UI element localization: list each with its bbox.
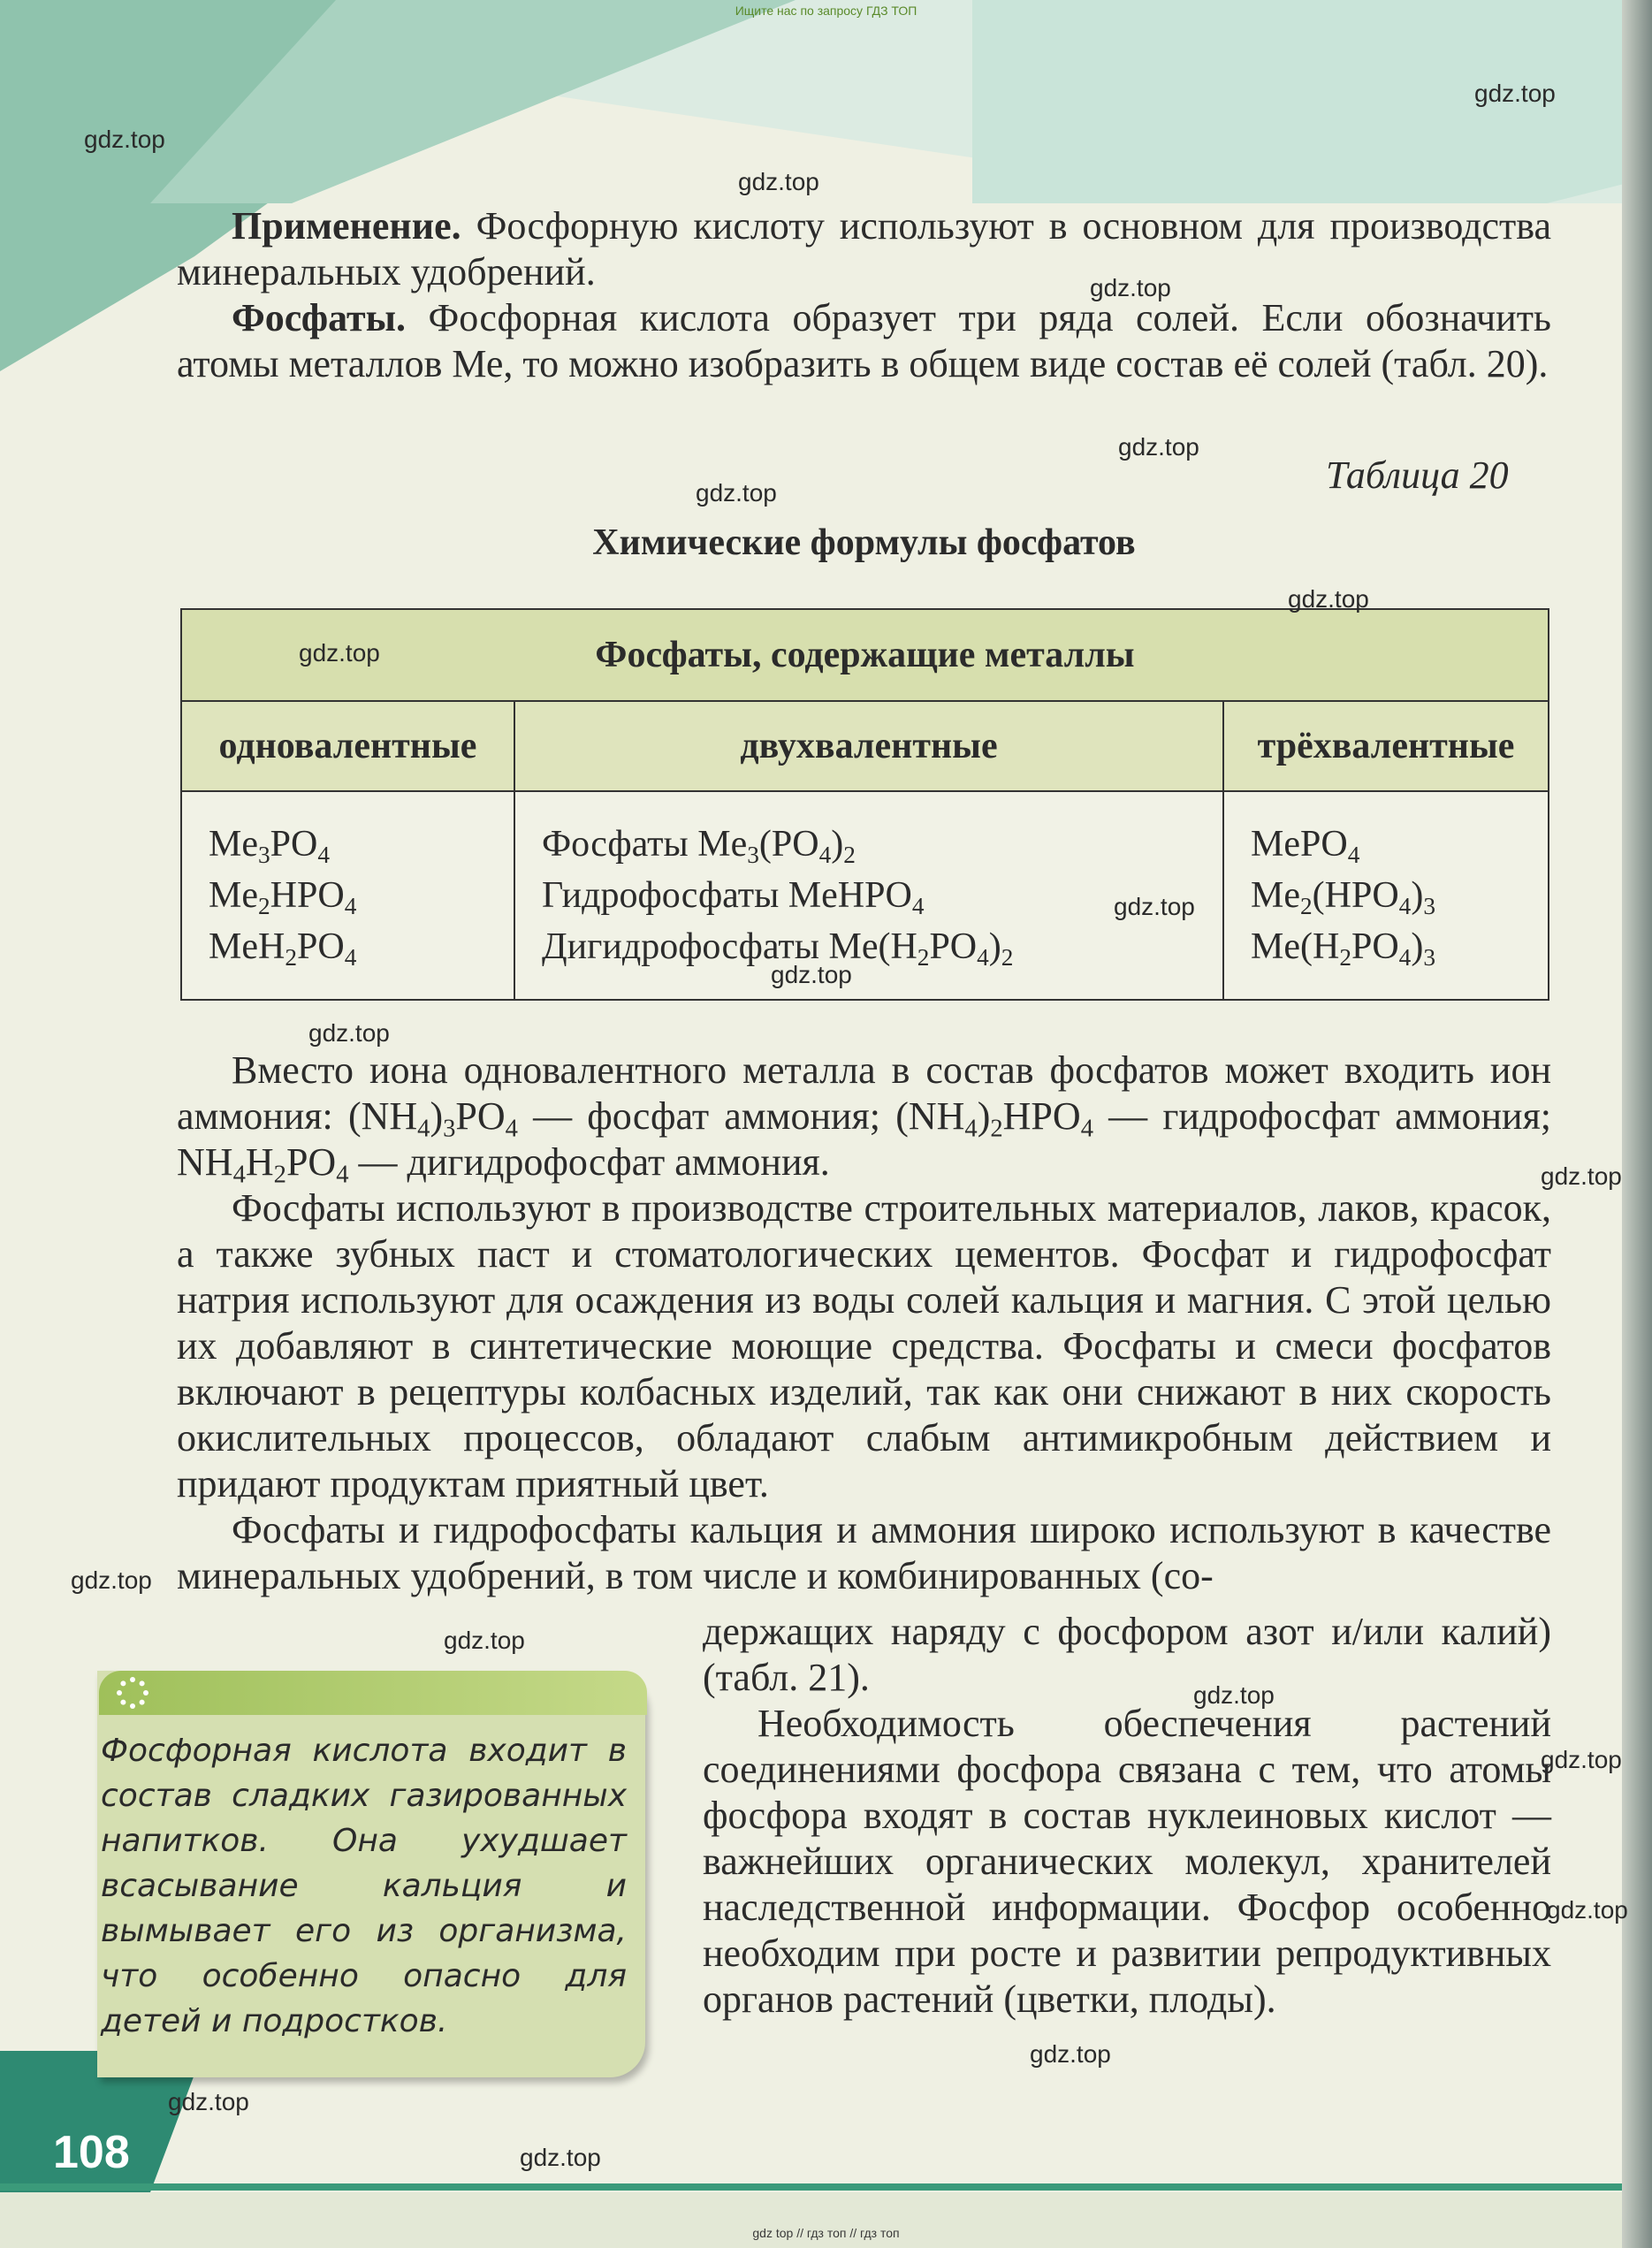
col-divalent: двухвалентные [514,701,1223,791]
side-block [703,1609,1551,2023]
dots-circle-icon [115,1675,150,1711]
watermark: gdz.top [1090,274,1171,301]
watermark: gdz.top [1474,80,1556,107]
bottom-banner: gdz top // гдз топ // гдз топ [752,2226,900,2240]
intro-block [177,203,1551,387]
paragraph-ammonium: Вместо иона одновалентного металла в состав фосфатов может входить ион аммония: $(NH_4)_3PO_4$ — фосфат аммония; $(NH_4)_2HPO_4$ — гидрофосфат аммония; $NH_4H_2PO_4$ — дигидрофосфат аммония. [177,1048,1552,1189]
watermark: gdz.top [1193,1681,1275,1709]
table-header: Фосфаты, содержащие металлы [181,609,1549,701]
body-block [177,1048,1551,1599]
paragraph-fertilizers: Фосфаты и гидрофосфаты кальция и аммония широко используют в качестве минеральных удобрений, в том числе и комбинированных (со- [177,1508,1551,1597]
watermark: gdz.top [771,961,852,988]
watermark: gdz.top [444,1627,525,1654]
col-monovalent: одновалентные [181,701,514,791]
watermark: gdz.top [1541,1162,1622,1190]
watermark: gdz.top [84,126,165,153]
watermark: gdz.top [1114,893,1195,920]
phosphates-table [180,608,1549,1001]
cell-monovalent: $Me_3PO_4$ $Me_2HPO_4$ $MeH_2PO_4$ [181,791,514,1000]
paragraph-plants: Необходимость обеспечения растений соединениями фосфора связана с тем, что атомы фосфора входят в состав нуклеиновых кислот — важнейших органических молекул, хранителей наследственной информации. Фосфор особенно необходим при росте и развитии репродуктивных органов растений (цветки, плоды). [703,1702,1551,2021]
cell-divalent: Фосфаты $Me_3(PO_4)_2$ Гидрофосфаты MeHPO$_4$ Дигидрофосфаты $Me(H_2PO_4)_2$ [514,791,1223,1000]
note-text: Фосфорная кислота входит в состав сладких газированных напитков. Она ухудшает всасывание кальция и вымывает его из организма, что особенно опасно для детей и подростков. [101,1733,627,2039]
watermark: gdz.top [299,639,380,667]
table-title: Химические формулы фосфатов [592,522,1136,563]
page-number: 108 [53,2127,130,2178]
watermark: gdz.top [1547,1896,1628,1924]
paragraph-fertilizers-cont: держащих наряду с фосфором азот и/или калий) (табл. 21). [703,1610,1551,1699]
table-caption: Таблица 20 [1326,453,1509,497]
watermark: gdz.top [1288,585,1369,613]
term-phosphates: Фосфаты. [232,296,407,339]
watermark: gdz.top [738,168,819,195]
paragraph-application: Применение. Фосфорную кислоту используют в основном для производства минеральных удобрений. [177,204,1551,293]
col-trivalent: трёхвалентные [1223,701,1549,791]
watermark: gdz.top [1541,1746,1622,1773]
note-tab [99,1671,647,1715]
watermark: gdz.top [168,2088,249,2115]
paragraph-phosphates: Фосфаты. Фосфорная кислота образует три ряда солей. Если обозначить атомы металлов Ме, то можно изобразить в общем виде состав её солей (табл. 20). [177,296,1551,385]
paragraph-uses: Фосфаты используют в производстве строительных материалов, лаков, красок, а также зубных паст и стоматологических цементов. Фосфат и гидрофосфат натрия используют для осаждения из воды солей кальция и магния. С этой целью их добавляют в синтетические моющие средства. Фосфаты и смеси фосфатов включают в рецептуры колбасных изделий, так как они снижают в них скорость окислительных процессов, обладают слабым антимикробным действием и придают продуктам приятный цвет. [177,1186,1551,1505]
watermark: gdz.top [520,2144,601,2171]
watermark: gdz.top [1030,2040,1111,2068]
watermark: gdz.top [308,1019,390,1047]
watermark: gdz.top [1118,433,1199,461]
cell-trivalent: MePO$_4$ $Me_2(HPO_4)_3$ $Me(H_2PO_4)_3$ [1223,791,1549,1000]
watermark: gdz.top [71,1566,152,1594]
top-banner: Ищите нас по запросу ГДЗ ТОП [735,4,917,18]
watermark: gdz.top [696,479,777,507]
term-application: Применение. [232,204,461,248]
